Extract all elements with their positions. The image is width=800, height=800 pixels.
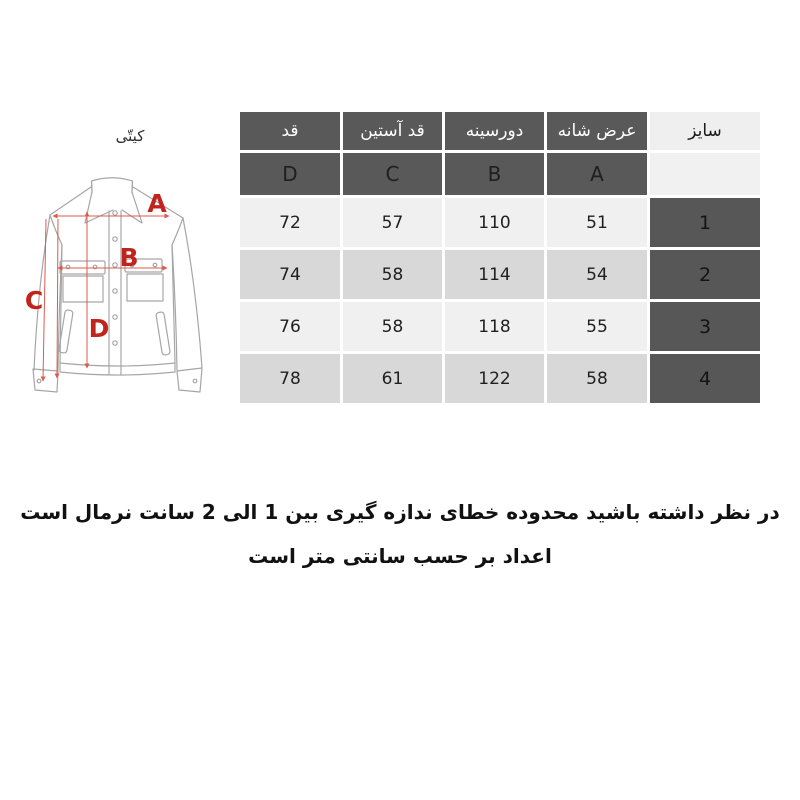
cuff-button bbox=[37, 379, 41, 383]
value-cell: 55 bbox=[547, 302, 647, 351]
value-cell: 58 bbox=[547, 354, 647, 403]
letter-cell-d: D bbox=[240, 153, 340, 195]
hem-band bbox=[60, 363, 175, 375]
table-row bbox=[240, 354, 760, 403]
placket-button bbox=[113, 211, 117, 215]
value-cell: 114 bbox=[445, 250, 544, 299]
col-header-sleeve: قد آستین bbox=[343, 112, 442, 150]
jacket-measurement-diagram bbox=[25, 166, 235, 401]
table-header-row bbox=[240, 112, 760, 150]
table-row bbox=[240, 250, 760, 299]
collar-right-wing bbox=[122, 182, 142, 223]
value-cell: 72 bbox=[240, 198, 340, 247]
value-cell: 76 bbox=[240, 302, 340, 351]
placket-button bbox=[113, 315, 117, 319]
table-row bbox=[240, 302, 760, 351]
measure-line-c-outer bbox=[43, 219, 46, 381]
placket-button bbox=[113, 237, 117, 241]
value-cell: 78 bbox=[240, 354, 340, 403]
col-header-shoulder: عرض شانه bbox=[547, 112, 647, 150]
chest-pocket-right bbox=[127, 274, 163, 301]
value-cell: 51 bbox=[547, 198, 647, 247]
tolerance-note: در نظر داشته باشید محدوده خطای ندازه گیری بین 1 الی 2 سانت نرمال است bbox=[20, 500, 780, 524]
value-cell: 74 bbox=[240, 250, 340, 299]
value-cell: 57 bbox=[343, 198, 442, 247]
size-cell: 2 bbox=[650, 250, 760, 299]
measure-label-d: D bbox=[88, 314, 110, 343]
shoulder-left bbox=[50, 187, 91, 215]
brand-label: کیتّی bbox=[115, 127, 145, 145]
value-cell: 61 bbox=[343, 354, 442, 403]
letter-cell-a: A bbox=[547, 153, 647, 195]
letter-cell-b: B bbox=[445, 153, 544, 195]
measure-label-a: A bbox=[147, 189, 167, 218]
measure-label-b: B bbox=[119, 243, 139, 272]
letter-cell-c: C bbox=[343, 153, 442, 195]
cuff-right bbox=[177, 368, 202, 392]
measurement-lines bbox=[43, 212, 169, 381]
sleeve-right-outer bbox=[183, 218, 202, 368]
value-cell: 58 bbox=[343, 250, 442, 299]
flap-button bbox=[153, 263, 157, 267]
unit-note: اعداد بر حسب سانتی متر است bbox=[248, 544, 552, 568]
col-header-size: سایز bbox=[650, 112, 760, 150]
value-cell: 118 bbox=[445, 302, 544, 351]
table-letter-row bbox=[240, 153, 760, 195]
value-cell: 110 bbox=[445, 198, 544, 247]
value-cell: 122 bbox=[445, 354, 544, 403]
jacket-outline bbox=[33, 178, 202, 392]
table-row bbox=[240, 198, 760, 247]
letter-cell-empty bbox=[650, 153, 760, 195]
size-cell: 3 bbox=[650, 302, 760, 351]
armhole-right bbox=[172, 218, 183, 245]
measure-label-c: C bbox=[25, 286, 44, 315]
placket-button bbox=[113, 341, 117, 345]
value-cell: 58 bbox=[343, 302, 442, 351]
size-cell: 4 bbox=[650, 354, 760, 403]
cuff-button bbox=[193, 379, 197, 383]
size-chart-table bbox=[237, 109, 763, 406]
armhole-left bbox=[50, 215, 62, 245]
col-header-length: قد bbox=[240, 112, 340, 150]
size-cell: 1 bbox=[650, 198, 760, 247]
placket-button bbox=[113, 289, 117, 293]
collar-band bbox=[92, 178, 133, 193]
placket-button bbox=[113, 263, 117, 267]
value-cell: 54 bbox=[547, 250, 647, 299]
welt-pocket-right bbox=[156, 312, 171, 356]
col-header-chest: دورسینه bbox=[445, 112, 544, 150]
chest-pocket-left bbox=[63, 276, 103, 302]
